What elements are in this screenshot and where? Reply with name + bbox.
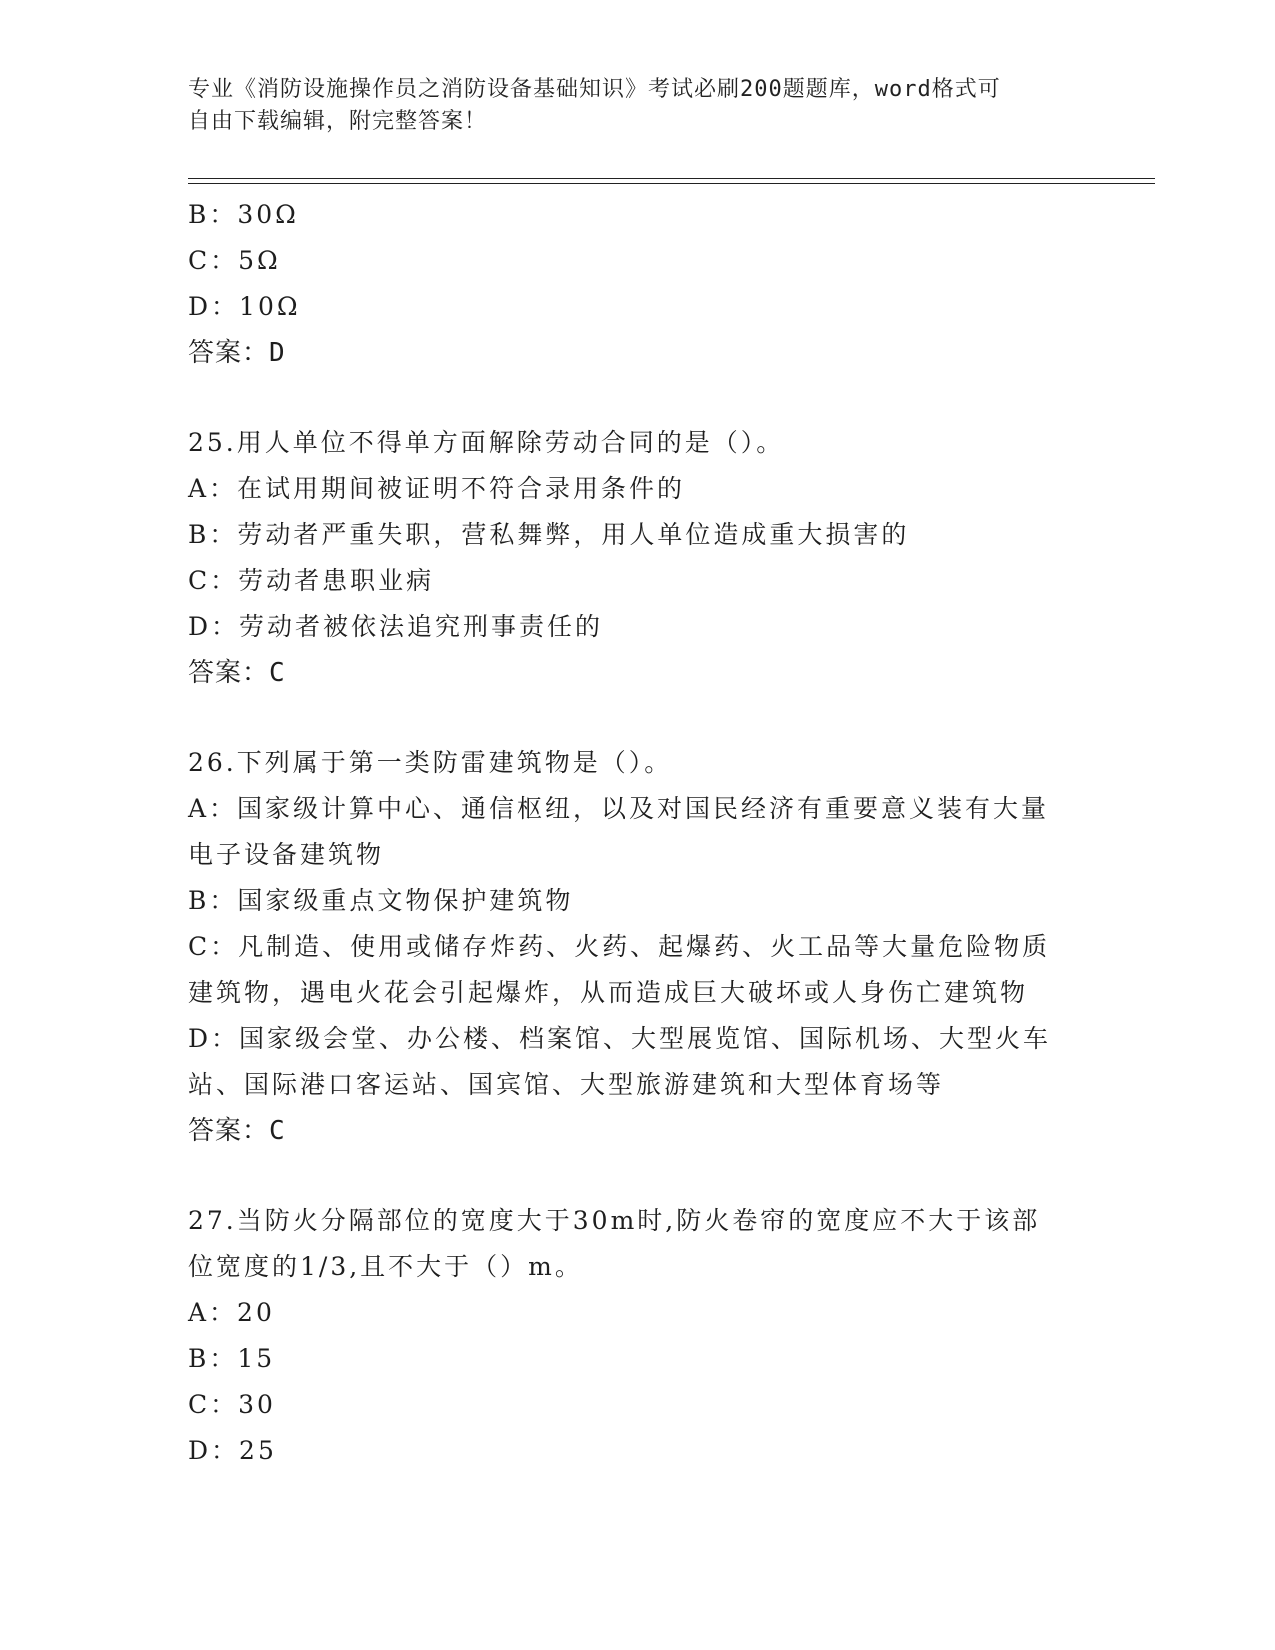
header-line-1: 专业《消防设施操作员之消防设备基础知识》考试必刷200题题库，word格式可: [188, 77, 1001, 102]
question-stem: 25.用人单位不得单方面解除劳动合同的是（）。: [188, 428, 785, 457]
answer: 答案：C: [188, 658, 286, 688]
option-d-line-2: 站、国际港口客运站、国宾馆、大型旅游建筑和大型体育场等: [188, 1070, 945, 1099]
question-27: [188, 1198, 1088, 1474]
document-header: [188, 74, 1068, 138]
question-gap: [188, 1154, 1088, 1198]
option-b: B：30Ω: [188, 200, 299, 229]
question-25: [188, 420, 1088, 696]
option-b: B：劳动者严重失职，营私舞弊，用人单位造成重大损害的: [188, 520, 910, 549]
question-gap: [188, 696, 1088, 740]
option-d: D：10Ω: [188, 292, 301, 321]
option-c-line-1: C：凡制造、使用或储存炸药、火药、起爆药、火工品等大量危险物质: [188, 932, 1051, 961]
answer: 答案：C: [188, 1116, 286, 1146]
option-a-line-1: A：国家级计算中心、通信枢纽，以及对国民经济有重要意义装有大量: [188, 794, 1050, 823]
header-line-2: 自由下载编辑，附完整答案！: [188, 109, 488, 134]
option-c-line-2: 建筑物，遇电火花会引起爆炸，从而造成巨大破坏或人身伤亡建筑物: [188, 978, 1029, 1007]
option-c: C：5Ω: [188, 246, 281, 275]
question-list: [188, 192, 1088, 1474]
header-rule-bottom: [188, 183, 1155, 184]
option-c: C：劳动者患职业病: [188, 566, 435, 595]
question-stem-line-2: 位宽度的1/3,且不大于（）m。: [188, 1252, 583, 1281]
option-d: D：劳动者被依法追究刑事责任的: [188, 612, 604, 641]
question-24: [188, 192, 1088, 376]
option-d: D：25: [188, 1436, 277, 1465]
question-stem-line-1: 27.当防火分隔部位的宽度大于30m时,防火卷帘的宽度应不大于该部: [188, 1206, 1041, 1235]
answer: 答案：D: [188, 338, 286, 368]
option-a: A：20: [188, 1298, 275, 1327]
option-a: A：在试用期间被证明不符合录用条件的: [188, 474, 686, 503]
option-c: C：30: [188, 1390, 276, 1419]
question-gap: [188, 376, 1088, 420]
option-b: B：15: [188, 1344, 276, 1373]
question-stem: 26.下列属于第一类防雷建筑物是（）。: [188, 748, 673, 777]
header-rule-top: [188, 178, 1155, 179]
option-b: B：国家级重点文物保护建筑物: [188, 886, 574, 915]
option-d-line-1: D：国家级会堂、办公楼、档案馆、大型展览馆、国际机场、大型火车: [188, 1024, 1052, 1053]
question-26: [188, 740, 1088, 1154]
option-a-line-2: 电子设备建筑物: [188, 840, 385, 869]
